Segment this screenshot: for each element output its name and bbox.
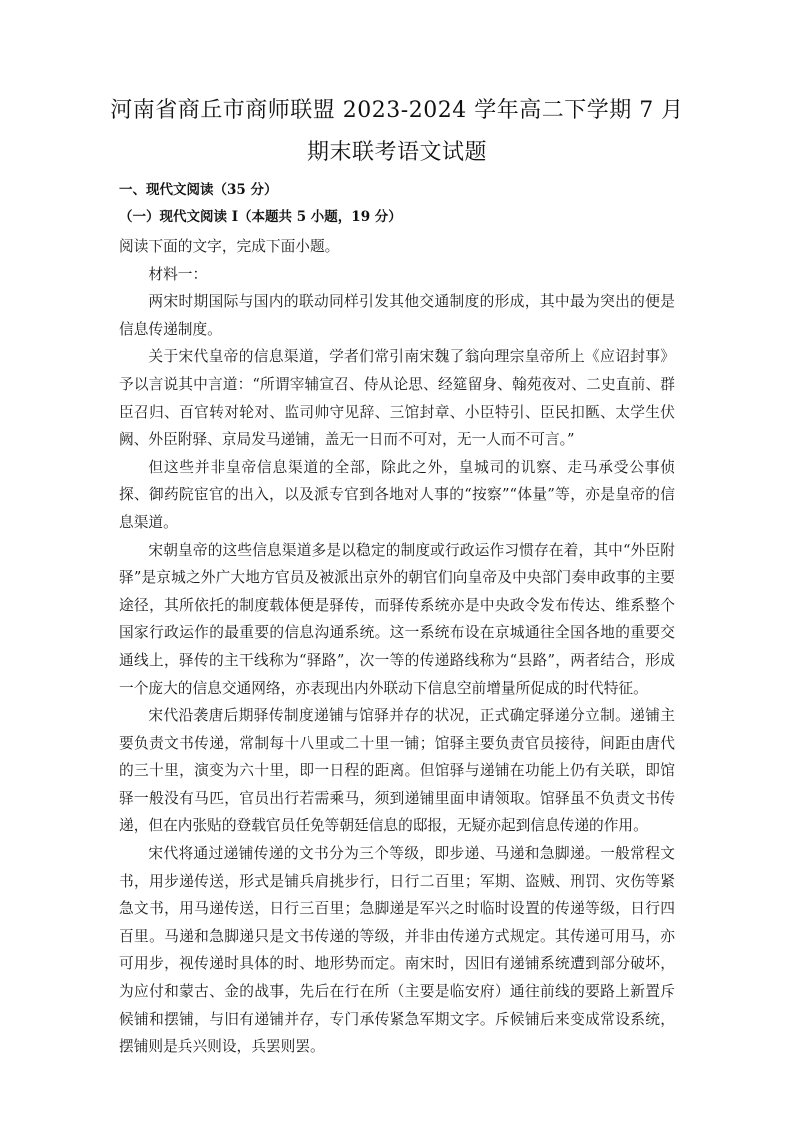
document-title-line-1: 河南省商丘市商师联盟 2023-2024 学年高二下学期 7 月 [110,98,684,123]
body-paragraph: 但这些并非皇帝信息渠道的全部，除此之外，皇城司的讥察、走马承受公事侦探、御药院宦官的出入，以及派专官到各地对人事的“按察”“体量”等，亦是皇帝的信息渠道。 [119,458,675,531]
instruction-text: 阅读下面的文字，完成下面小题。 [119,238,340,255]
material-label: 材料一： [148,265,208,283]
body-paragraph: 宋代将通过递铺传递的文书分为三个等级，即步递、马递和急脚递。一般常程文书，用步递传送，形式是铺兵肩挑步行，日行二百里；军期、盗贼、刑罚、灾伤等紧急文书，用马递传送，日行三百里；急脚递是军兴之时临时设置的传递等级，日行四百里。马递和急脚递只是文书传递的等级，并非由传递方式规定。其传递可用马，亦可用步，视传递时具体的时、地形势而定。南宋时，因旧有递铺系统遭到部分破坏，为应付和蒙古、金的战事，先后在行在所（主要是临安府）通往前线的要路上新置斥候铺和摆铺，与旧有递铺并存，专门承传紧急军期文字。斥候铺后来变成常设系统，摆铺则是兵兴则设，兵罢则罢。 [119,845,675,1056]
section-heading: 一、现代文阅读（35 分） [119,182,278,198]
document-title-line-2: 期末联考语文试题 [306,140,487,165]
document-body [119,233,675,1061]
body-paragraph: 关于宋代皇帝的信息渠道，学者们常引南宋魏了翁向理宗皇帝所上《应诏封事》予以言说其中言道：“所谓宰辅宣召、侍从论思、经筵留身、翰苑夜对、二史直前、群臣召归、百官转对轮对、监司帅守见辞、三馆封章、小臣特引、臣民扣匦、太学生伏阙、外臣附驿、京局发马递铺，盖无一日而不可对，无一人而不可言。” [119,348,675,449]
body-paragraph: 宋代沿袭唐后期驿传制度递铺与馆驿并存的状况，正式确定驿递分立制。递铺主要负责文书传递，常制每十八里或二十里一铺；馆驿主要负责官员接待，间距由唐代的三十里，演变为六十里，即一日程的距离。但馆驿与递铺在功能上仍有关联，即馆驿一般没有马匹，官员出行若需乘马，须到递铺里面申请领取。馆驿虽不负责文书传递，但在内张贴的登载官员任免等朝廷信息的邸报，无疑亦起到信息传递的作用。 [119,707,675,835]
body-paragraph: 两宋时期国际与国内的联动同样引发其他交通制度的形成，其中最为突出的便是信息传递制度。 [119,293,675,338]
subsection-heading: （一）现代文阅读 I（本题共 5 小题，19 分） [119,209,402,225]
body-paragraph: 宋朝皇帝的这些信息渠道多是以稳定的制度或行政运作习惯存在着，其中“外臣附驿”是京城之外广大地方官员及被派出京外的朝官们向皇帝及中央部门奏申政事的主要途径，其所依托的制度载体便是驿传，而驿传系统亦是中央政令发布传达、维系整个国家行政运作的最重要的信息沟通系统。这一系统布设在京城通往全国各地的重要交通线上，驿传的主干线称为“驿路”，次一等的传递路线称为“县路”，两者结合，形成一个庞大的信息交通网络，亦表现出内外联动下信息空前增量所促成的时代特征。 [119,541,675,697]
